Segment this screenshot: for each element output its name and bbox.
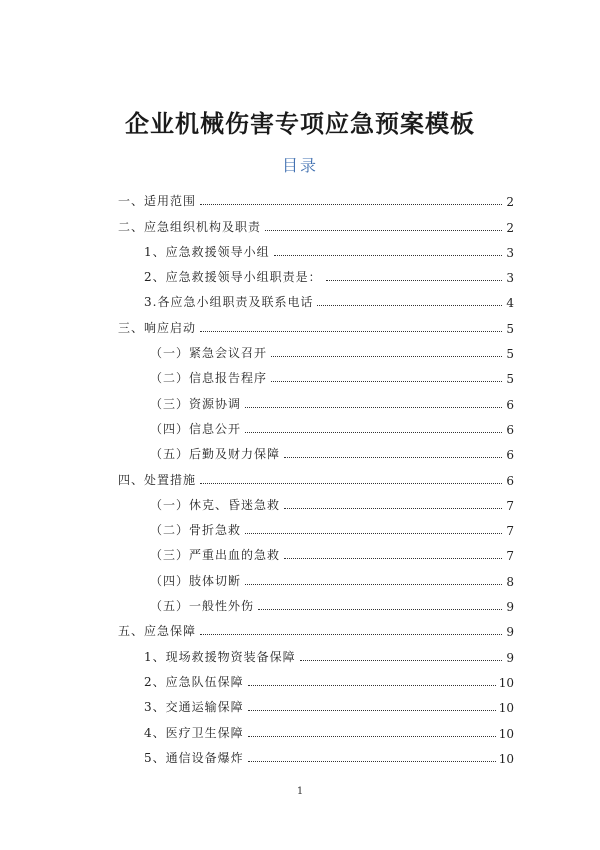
toc-entry-label: 三、响应启动 [118, 320, 197, 335]
toc-heading: 目录 [281, 156, 318, 175]
toc-leader-dots [284, 457, 502, 458]
toc-entry-page: 3 [506, 271, 514, 286]
toc-leader-dots [245, 533, 502, 534]
toc-entry-label: （三）资源协调 [150, 396, 242, 411]
toc-entry[interactable] [118, 690, 514, 715]
toc-leader-dots [274, 255, 502, 256]
toc-entry[interactable] [118, 361, 514, 386]
toc-entry-label: （四）信息公开 [150, 421, 242, 436]
toc-entry-label: （二）信息报告程序 [150, 371, 268, 386]
toc-entry[interactable] [118, 235, 514, 260]
toc-leader-dots [248, 685, 496, 686]
table-of-contents [118, 184, 514, 766]
toc-leader-dots [317, 305, 502, 306]
toc-entry-page: 2 [506, 220, 514, 235]
toc-entry[interactable] [118, 336, 514, 361]
toc-entry-page: 10 [498, 751, 514, 766]
toc-entry[interactable] [118, 589, 514, 614]
toc-entry-label: 二、应急组织机构及职责 [118, 219, 262, 234]
toc-entry-label: （五）后勤及财力保障 [150, 447, 281, 462]
toc-entry[interactable] [118, 437, 514, 462]
toc-leader-dots [326, 280, 502, 281]
toc-entry-page: 6 [506, 448, 514, 463]
toc-entry-page: 5 [506, 321, 514, 336]
toc-entry-label: （二）骨折急救 [150, 523, 242, 538]
toc-entry-page: 6 [506, 397, 514, 412]
toc-leader-dots [245, 584, 502, 585]
toc-entry-page: 9 [506, 650, 514, 665]
toc-entry-label: 2、应急救援领导小组职责是： [144, 270, 322, 285]
toc-leader-dots [265, 230, 502, 231]
toc-entry[interactable] [118, 538, 514, 563]
toc-leader-dots [271, 356, 502, 357]
toc-entry-label: （三）严重出血的急救 [150, 548, 281, 563]
toc-entry[interactable] [118, 462, 514, 487]
toc-entry[interactable] [118, 209, 514, 234]
toc-entry-page: 8 [506, 574, 514, 589]
toc-leader-dots [248, 710, 496, 711]
toc-entry-label: （五）一般性外伤 [150, 599, 255, 614]
document-title: 企业机械伤害专项应急预案模板 [125, 109, 475, 138]
toc-leader-dots [284, 508, 502, 509]
toc-entry-label: 2、应急队伍保障 [144, 674, 244, 689]
toc-entry-page: 10 [498, 701, 514, 716]
toc-leader-dots [271, 381, 502, 382]
toc-entry-label: 3.各应急小组职责及联系电话 [144, 295, 314, 310]
toc-leader-dots [284, 558, 502, 559]
toc-entry-label: 3、交通运输保障 [144, 700, 244, 715]
toc-entry[interactable] [118, 184, 514, 209]
toc-entry[interactable] [118, 285, 514, 310]
toc-entry-page: 7 [506, 524, 514, 539]
toc-leader-dots [300, 660, 502, 661]
toc-entry[interactable] [118, 412, 514, 437]
toc-entry-label: （四）肢体切断 [150, 573, 242, 588]
toc-leader-dots [200, 634, 502, 635]
toc-entry-label: 5、通信设备爆炸 [144, 750, 244, 765]
toc-entry[interactable] [118, 741, 514, 766]
toc-entry-page: 6 [506, 422, 514, 437]
toc-entry-page: 2 [506, 195, 514, 210]
toc-entry[interactable] [118, 513, 514, 538]
toc-entry-page: 7 [506, 498, 514, 513]
toc-leader-dots [258, 609, 502, 610]
toc-entry[interactable] [118, 715, 514, 740]
toc-leader-dots [248, 761, 496, 762]
toc-leader-dots [200, 204, 502, 205]
toc-leader-dots [248, 736, 496, 737]
toc-entry-page: 9 [506, 625, 514, 640]
toc-entry[interactable] [118, 665, 514, 690]
toc-leader-dots [200, 331, 502, 332]
toc-entry-page: 10 [498, 726, 514, 741]
toc-leader-dots [200, 483, 502, 484]
toc-entry[interactable] [118, 563, 514, 588]
toc-entry-page: 4 [506, 296, 514, 311]
toc-entry[interactable] [118, 260, 514, 285]
toc-entry-label: 一、适用范围 [118, 194, 197, 209]
toc-entry-page: 7 [506, 549, 514, 564]
toc-entry-page: 5 [506, 372, 514, 387]
toc-entry[interactable] [118, 310, 514, 335]
toc-entry-label: 1、现场救援物资装备保障 [144, 649, 296, 664]
toc-entry-label: 1、应急救援领导小组 [144, 244, 270, 259]
toc-entry[interactable] [118, 386, 514, 411]
page-number: 1 [296, 786, 304, 797]
toc-entry[interactable] [118, 639, 514, 664]
toc-entry-page: 9 [506, 600, 514, 615]
toc-entry[interactable] [118, 488, 514, 513]
toc-entry-label: 四、处置措施 [118, 472, 197, 487]
toc-leader-dots [245, 432, 502, 433]
toc-entry-label: （一）紧急会议召开 [150, 346, 268, 361]
toc-entry-page: 10 [498, 675, 514, 690]
toc-entry[interactable] [118, 614, 514, 639]
toc-entry-page: 5 [506, 347, 514, 362]
toc-entry-label: 五、应急保障 [118, 624, 197, 639]
toc-entry-label: （一）休克、昏迷急救 [150, 497, 281, 512]
toc-entry-page: 3 [506, 245, 514, 260]
toc-leader-dots [245, 407, 502, 408]
toc-entry-label: 4、医疗卫生保障 [144, 725, 244, 740]
toc-entry-page: 6 [506, 473, 514, 488]
